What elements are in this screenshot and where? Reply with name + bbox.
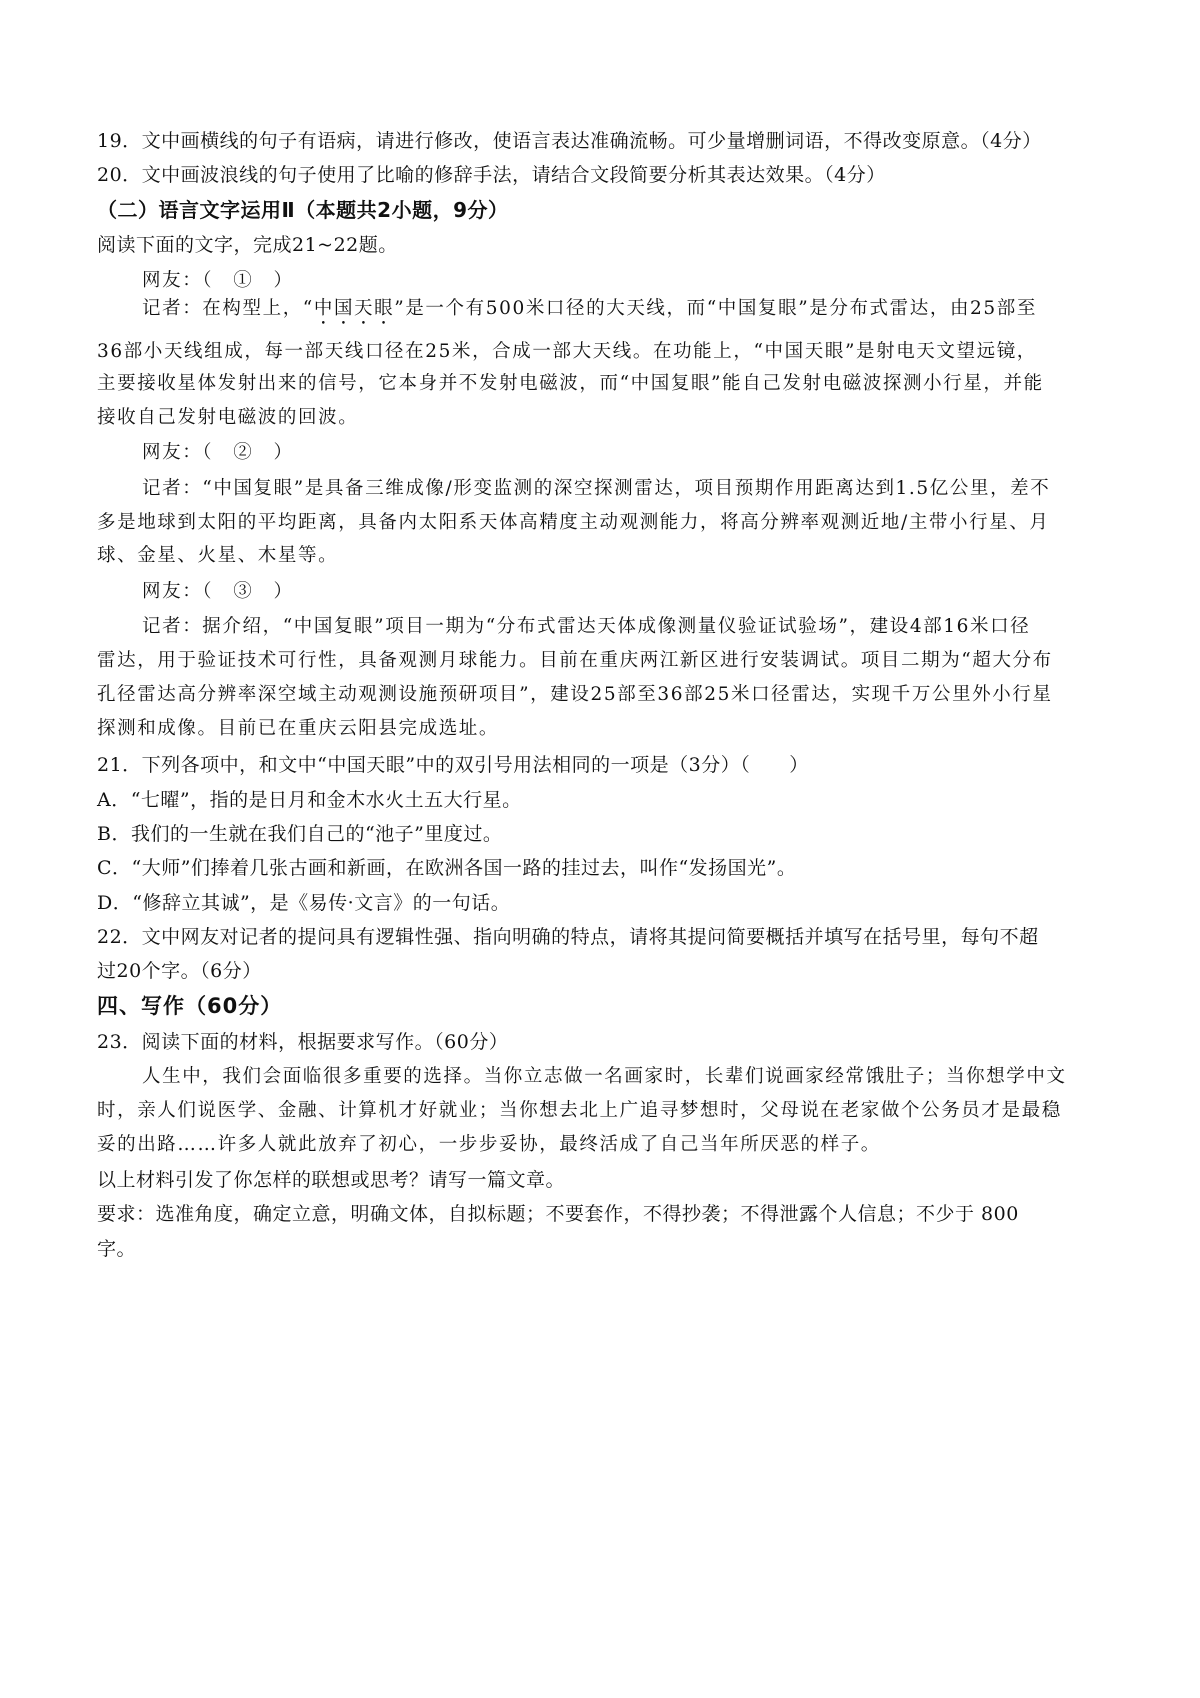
reporter-answer-2-line-2: 多是地球到太阳的平均距离，具备内太阳系天体高精度主动观测能力，将高分辨率观测近地/主带小行星、月 [97, 512, 1050, 533]
reporter-answer-3-line-2: 雷达，用于验证技术可行性，具备观测月球能力。目前在重庆两江新区进行安装调试。项目二期为“超大分布 [97, 650, 1053, 671]
question-21-option-d: D．“修辞立其诚”，是《易传·文言》的一句话。 [97, 892, 511, 914]
reporter-answer-3-line-3: 孔径雷达高分辨率深空域主动观测设施预研项目”，建设25部至36部25米口径雷达，实现千万公里外小行星 [97, 684, 1053, 705]
netizen-question-1: 网友：（ ① ） [142, 270, 294, 291]
question-22-line-1: 22．文中网友对记者的提问具有逻辑性强、指向明确的特点，请将其提问简要概括并填写在括号里，每句不超 [97, 926, 1039, 948]
reporter-answer-3-line-1: 记者：据介绍，“中国复眼”项目一期为“分布式雷达天体成像测量仪验证试验场”，建设4部16米口径 [142, 616, 1031, 637]
section-heading-language-use-2: （二）语言文字运用Ⅱ（本题共2小题，9分） [97, 198, 509, 222]
reporter-answer-3-line-4: 探测和成像。目前已在重庆云阳县完成选址。 [97, 718, 500, 739]
writing-prompt: 以上材料引发了你怎样的联想或思考？请写一篇文章。 [97, 1169, 566, 1191]
reporter-answer-1-text: 记者：在构型上，“ [142, 298, 314, 319]
reporter-answer-1-line-3: 主要接收星体发射出来的信号，它本身并不发射电磁波，而“中国复眼”能自己发射电磁波探测小行星，并能 [97, 373, 1044, 394]
question-22-line-2: 过20个字。（6分） [97, 960, 262, 982]
writing-material-line-3: 妥的出路……许多人就此放弃了初心，一步步妥协，最终活成了自己当年所厌恶的样子。 [97, 1134, 881, 1155]
reporter-answer-1-line-4: 接收自己发射电磁波的回波。 [97, 407, 359, 428]
reporter-answer-1-text: ”是一个有500米口径的大天线，而“中国复眼”是分布式雷达，由25部至 [394, 298, 1037, 319]
section-heading-writing: 四、写作（60分） [97, 994, 283, 1018]
question-19: 19．文中画横线的句子有语病，请进行修改，使语言表达准确流畅。可少量增删词语，不得改变原意。（4分） [97, 130, 1042, 152]
reporter-answer-1-line-2: 36部小天线组成，每一部天线口径在25米，合成一部大天线。在功能上，“中国天眼”是射电天文望远镜， [97, 341, 1037, 362]
writing-requirements-line-1: 要求：选准角度，确定立意，明确文体，自拟标题；不要套作，不得抄袭；不得泄露个人信息；不少于 800 [97, 1203, 1019, 1225]
reporter-answer-2-line-3: 球、金星、火星、木星等。 [97, 545, 339, 566]
dotted-term: 中国天眼 [313, 298, 395, 319]
question-21-stem: 21．下列各项中，和文中“中国天眼”中的双引号用法相同的一项是（3分）（ ） [97, 754, 809, 776]
question-21-option-a: A．“七曜”，指的是日月和金木水火土五大行星。 [97, 789, 522, 811]
question-20: 20．文中画波浪线的句子使用了比喻的修辞手法，请结合文段简要分析其表达效果。（4分） [97, 164, 886, 186]
question-21-option-c: C．“大师”们捧着几张古画和新画，在欧洲各国一路的挂过去，叫作“发扬国光”。 [97, 857, 797, 879]
netizen-question-2: 网友：（ ② ） [142, 442, 294, 463]
netizen-question-3: 网友：（ ③ ） [142, 581, 294, 602]
question-23-stem: 23．阅读下面的材料，根据要求写作。（60分） [97, 1031, 509, 1053]
writing-requirements-line-2: 字。 [97, 1238, 137, 1260]
question-21-option-b: B．我们的一生就在我们自己的“池子”里度过。 [97, 823, 503, 845]
reporter-answer-1-line-1 [142, 296, 1152, 329]
reporter-answer-2-line-1: 记者：“中国复眼”是具备三维成像/形变监测的深空探测雷达，项目预期作用距离达到1.5亿公里，差不 [142, 478, 1051, 499]
writing-material-line-2: 时，亲人们说医学、金融、计算机才好就业；当你想去北上广追寻梦想时，父母说在老家做个公务员才是最稳 [97, 1100, 1062, 1121]
reading-instruction: 阅读下面的文字，完成21~22题。 [97, 234, 398, 256]
writing-material-line-1: 人生中，我们会面临很多重要的选择。当你立志做一名画家时，长辈们说画家经常饿肚子；当你想学中文 [142, 1066, 1067, 1087]
